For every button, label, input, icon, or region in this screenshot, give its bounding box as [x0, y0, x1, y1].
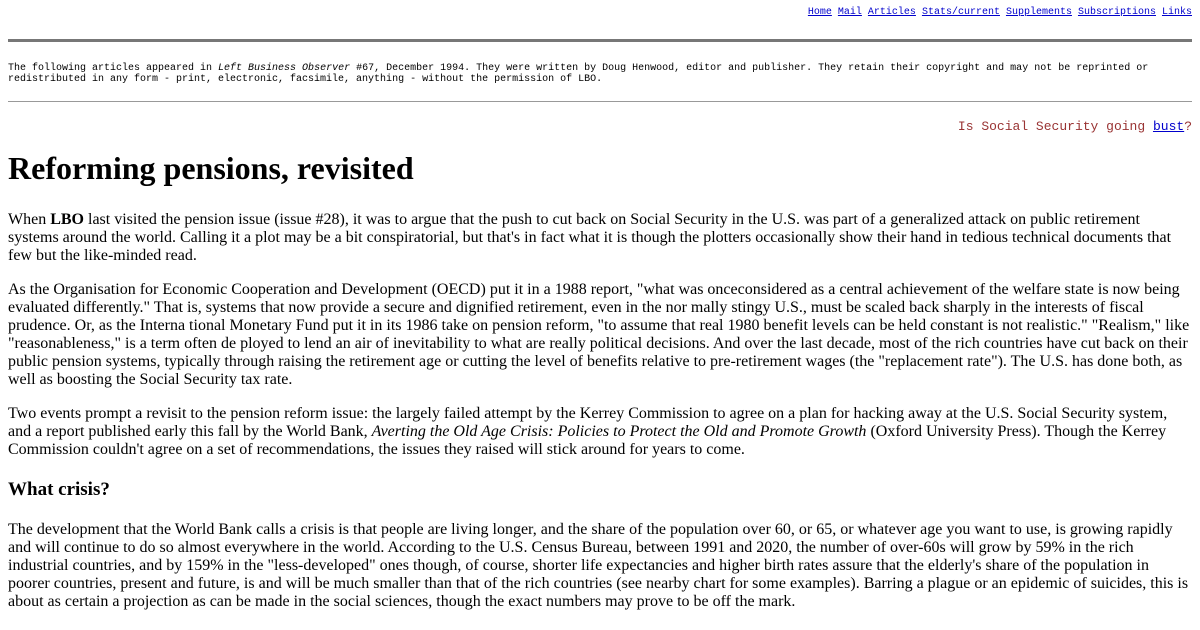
publication-name: Left Business Observer	[218, 63, 351, 74]
world-bank-report-title: Averting the Old Age Crisis: Policies to Protect the Old and Promote Growth	[371, 423, 867, 440]
nav-link-home[interactable]: Home	[807, 7, 832, 18]
nav-link-links[interactable]: Links	[1161, 7, 1192, 18]
header-divider	[8, 39, 1192, 42]
section-heading: What crisis?	[8, 479, 110, 500]
bust-link[interactable]: bust	[1152, 119, 1185, 134]
notice-divider	[8, 101, 1192, 102]
lbo-bold: LBO	[50, 211, 84, 228]
related-article-teaser	[8, 119, 1192, 134]
nav-link-stats-current[interactable]: Stats/current	[921, 7, 1000, 18]
nav-link-mail[interactable]: Mail	[837, 7, 862, 18]
article-paragraph-3	[8, 405, 1192, 459]
nav-link-articles[interactable]: Articles	[867, 7, 916, 18]
top-navigation	[8, 0, 1192, 20]
paragraph-1-after: last visited the pension issue (issue #28), it was to argue that the push to cut back on Social Security in the U.S. was part of a generalized attack on public retirement systems around the world. Calling it a plot may be a bit conspiratorial, but that's in fact what it is though the plotters occasionally show their hand in tedious technical documents that few but the like-minded read.	[8, 211, 1172, 264]
paragraph-3-before: Two events prompt a revisit to the pension reform issue: the largely failed attempt by the Kerrey Commission to agree on a plan for hacking away at the U.S. Social Security system, and a report published early this fall by the World Bank,	[8, 405, 1168, 440]
article-title: Reforming pensions, revisited	[8, 150, 414, 186]
nav-link-supplements[interactable]: Supplements	[1005, 7, 1072, 18]
teaser-question-mark: ?	[1184, 119, 1192, 134]
copyright-notice	[8, 63, 1192, 85]
notice-text-before: The following articles appeared in	[8, 63, 219, 74]
article-paragraph-1	[8, 211, 1192, 265]
paragraph-3-after: (Oxford University Press). Though the Kerrey Commission couldn't agree on a set of recommendations, the issues they raised will stick around for years to come.	[8, 423, 1167, 458]
teaser-text: Is Social Security going	[957, 119, 1153, 134]
paragraph-1-before: When	[8, 211, 51, 228]
nav-link-subscriptions[interactable]: Subscriptions	[1077, 7, 1156, 18]
article-paragraph-4: The development that the World Bank calls a crisis is that people are living longer, and the share of the population over 60, or 65, or whatever age you want to use, is growing rapidly and will continue to do so almost everywhere in the world. According to the U.S. Census Bureau, between 1991 and 2020, the number of over-60s will grow by 59% in the rich industrial countries, and by 159% in the "less-developed" ones though, of course, shorter life expectancies and higher birth rates assure that the elderly's share of the population in poorer countries, present and future, is and will be much smaller than that of the rich countries (see nearby chart for some examples). Barring a plague or an epidemic of suicides, this is about as certain a projection as can be made in the social sciences, though the exact numbers may prove to be off the mark.	[8, 521, 1189, 610]
notice-text-after: #67, December 1994. They were written by Doug Henwood, editor and publisher. They retain their copyright and may not be reprinted or redistributed in any form - print, electronic, facsimile, anything - without the permission of LBO.	[8, 63, 1149, 85]
article-paragraph-2: As the Organisation for Economic Cooperation and Development (OECD) put it in a 1988 report, "what was onceconsidered as a central achievement of the welfare state is now being evaluated differently." That is, systems that now provide a secure and dignified retirement, even in the nor mally stingy U.S., must be scaled back sharply in the interests of fiscal prudence. Or, as the Interna tional Monetary Fund put it in its 1986 take on pension reform, "to assume that real 1980 benefit levels can be held constant is not realistic." "Realism," like "reasonableness," is a term often de ployed to lend an air of inevitability to what are really political decisions. And over the last decade, most of the rich countries have cut back on their public pension systems, typically through raising the retirement age or cutting the level of benefits relative to pre-retirement wages (the "replacement rate"). The U.S. has done both, as well as boosting the Social Security tax rate.	[8, 281, 1190, 388]
